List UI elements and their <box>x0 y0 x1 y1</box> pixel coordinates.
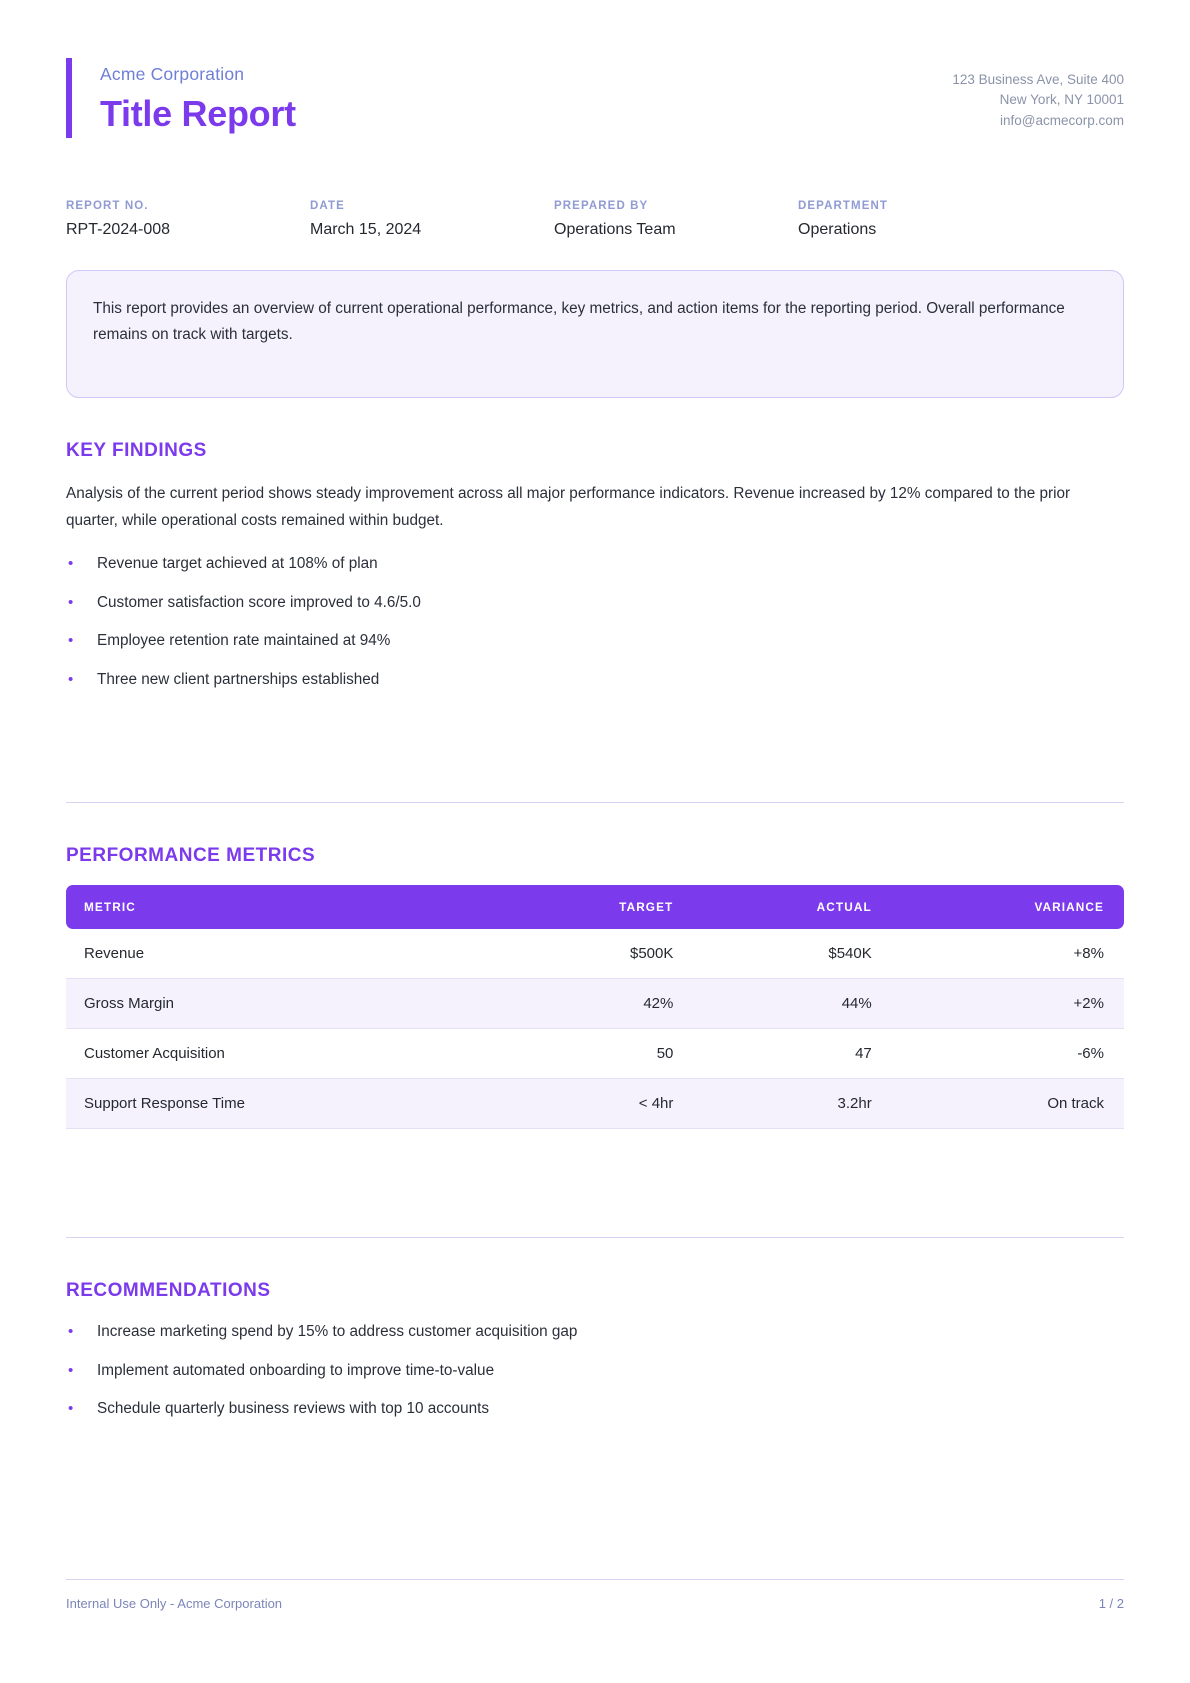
cell-metric: Revenue <box>66 929 495 979</box>
table-row <box>66 1028 1124 1078</box>
column-header-metric: METRIC <box>66 885 495 929</box>
meta-field-prepared-by <box>554 200 798 239</box>
company-address-line1: 123 Business Ave, Suite 400 <box>952 72 1124 87</box>
company-email: info@acmecorp.com <box>1000 112 1124 128</box>
meta-value: Operations Team <box>554 220 676 238</box>
bullet-dot-icon: • <box>68 632 74 650</box>
executive-summary-box <box>66 270 1124 398</box>
bullet-dot-icon: • <box>68 671 74 689</box>
key-findings-list <box>66 552 1124 692</box>
footer-confidentiality-note: Internal Use Only - Acme Corporation <box>66 1596 283 1611</box>
bullet-dot-icon: • <box>68 593 74 611</box>
key-findings-paragraph: Analysis of the current period shows steady improvement across all major performance indicators. Revenue increased by 12% compared to the prior quarter, while operational costs remained within budget. <box>66 484 1071 529</box>
cell-actual: 47 <box>691 1028 889 1078</box>
list-item-label: Customer satisfaction score improved to 4.6/5.0 <box>97 593 421 611</box>
company-name: Acme Corporation <box>100 64 245 84</box>
meta-field-report-no <box>66 200 310 239</box>
section-recommendations <box>66 1280 1124 1421</box>
cell-actual: 44% <box>691 978 889 1028</box>
document-header <box>66 58 1124 138</box>
list-item <box>66 552 1124 576</box>
bullet-dot-icon: • <box>68 555 74 573</box>
column-header-target: TARGET <box>495 885 692 929</box>
list-item-label: Implement automated onboarding to improve time-to-value <box>97 1361 495 1379</box>
section-title-performance-metrics: PERFORMANCE METRICS <box>66 844 316 866</box>
cell-variance: +8% <box>890 929 1124 979</box>
executive-summary-text: This report provides an overview of current operational performance, key metrics, and action items for the reporting period. Overall performance remains on track with targets. <box>93 299 1065 344</box>
list-item-label: Employee retention rate maintained at 94% <box>97 632 391 650</box>
table-row <box>66 1078 1124 1128</box>
cell-metric: Support Response Time <box>66 1078 495 1128</box>
performance-metrics-table <box>66 885 1124 1129</box>
cell-variance: -6% <box>890 1028 1124 1078</box>
table-body <box>66 929 1124 1129</box>
cell-variance: +2% <box>890 978 1124 1028</box>
company-address-line2: New York, NY 10001 <box>999 92 1124 108</box>
report-meta-row <box>66 200 1124 239</box>
list-item <box>66 629 1124 653</box>
header-title-block <box>66 58 296 138</box>
section-title-key-findings: KEY FINDINGS <box>66 439 207 461</box>
meta-value: RPT-2024-008 <box>66 220 171 238</box>
meta-value: March 15, 2024 <box>310 220 422 238</box>
section-performance-metrics <box>66 845 1124 1129</box>
page-footer <box>66 1579 1124 1611</box>
column-header-variance: VARIANCE <box>890 885 1124 929</box>
company-contact-block <box>952 58 1124 131</box>
list-item <box>66 1359 1124 1383</box>
cell-actual: 3.2hr <box>691 1078 889 1128</box>
meta-label: REPORT NO. <box>66 199 149 212</box>
cell-variance: On track <box>890 1078 1124 1128</box>
table-header <box>66 885 1124 929</box>
meta-label: PREPARED BY <box>554 199 649 212</box>
meta-field-date <box>310 200 554 239</box>
cell-target: 50 <box>495 1028 692 1078</box>
column-header-actual: ACTUAL <box>691 885 889 929</box>
list-item-label: Revenue target achieved at 108% of plan <box>97 555 378 573</box>
footer-page-number: 1 / 2 <box>1098 1596 1124 1611</box>
meta-label: DEPARTMENT <box>798 199 889 212</box>
meta-label: DATE <box>310 199 345 212</box>
list-item <box>66 591 1124 615</box>
bullet-dot-icon: • <box>68 1322 74 1340</box>
cell-target: 42% <box>495 978 692 1028</box>
meta-field-department <box>798 200 1042 239</box>
bullet-dot-icon: • <box>68 1400 74 1418</box>
list-item <box>66 1320 1124 1344</box>
section-key-findings <box>66 440 1124 692</box>
cell-metric: Gross Margin <box>66 978 495 1028</box>
table-row <box>66 978 1124 1028</box>
list-item-label: Schedule quarterly business reviews with top 10 accounts <box>97 1400 489 1418</box>
recommendations-list <box>66 1320 1124 1421</box>
meta-value: Operations <box>798 220 877 238</box>
table-row <box>66 929 1124 979</box>
bullet-dot-icon: • <box>68 1361 74 1379</box>
section-divider <box>66 1237 1124 1238</box>
list-item-label: Increase marketing spend by 15% to address customer acquisition gap <box>97 1322 578 1340</box>
list-item <box>66 668 1124 692</box>
section-divider <box>66 802 1124 803</box>
page-title: Title Report <box>100 93 296 134</box>
cell-metric: Customer Acquisition <box>66 1028 495 1078</box>
table-header-row <box>66 885 1124 929</box>
list-item-label: Three new client partnerships established <box>97 671 380 689</box>
list-item <box>66 1397 1124 1421</box>
section-title-recommendations: RECOMMENDATIONS <box>66 1279 271 1301</box>
cell-target: $500K <box>495 929 692 979</box>
cell-target: < 4hr <box>495 1078 692 1128</box>
cell-actual: $540K <box>691 929 889 979</box>
